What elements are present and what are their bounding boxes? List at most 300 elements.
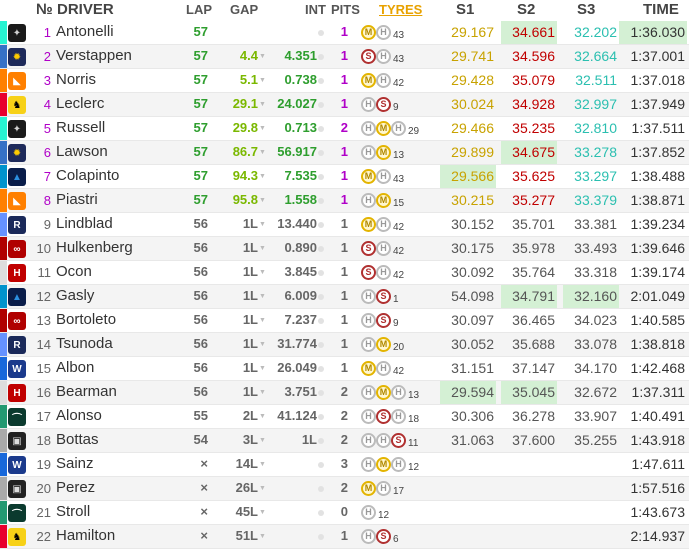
team-color-stripe: [0, 477, 7, 500]
table-row[interactable]: [0, 165, 689, 189]
header-pos[interactable]: №: [36, 1, 53, 18]
sector-3-time: 35.255: [574, 432, 617, 448]
sector-2-time: [501, 501, 557, 524]
tyre-compound-icon[interactable]: H: [361, 457, 376, 472]
table-row[interactable]: [0, 405, 689, 429]
tyre-compound-icon[interactable]: M: [376, 385, 391, 400]
tyre-compound-icon[interactable]: H: [361, 97, 376, 112]
pit-count: 1: [340, 264, 348, 279]
tyre-compound-icon[interactable]: H: [376, 169, 391, 184]
lap-time: 1:38.488: [630, 168, 685, 184]
sector-1-time: 30.175: [451, 240, 494, 256]
lap-time: 1:43.918: [630, 432, 685, 448]
sector-3-time: 32.202: [574, 24, 617, 40]
pit-count: 0: [340, 504, 348, 519]
gap-trend-icon: ▼: [259, 509, 266, 516]
lap-time: 1:37.018: [630, 72, 685, 88]
header-s1[interactable]: S1: [456, 1, 475, 18]
driver-name[interactable]: Verstappen: [56, 47, 132, 64]
redbull-logo-icon: ✹: [8, 144, 26, 162]
interval-value: 6.009: [284, 288, 317, 303]
driver-name[interactable]: Sainz: [56, 455, 94, 472]
sector-3-time: 32.160: [563, 285, 619, 308]
haas-logo-icon: H: [8, 384, 26, 402]
table-row[interactable]: [0, 309, 689, 333]
sector-3-time: 33.493: [574, 240, 617, 256]
table-row[interactable]: [0, 213, 689, 237]
pit-count: 3: [340, 456, 348, 471]
header-driver[interactable]: DRIVER: [57, 1, 114, 18]
header-lap[interactable]: LAP: [186, 2, 212, 17]
sector-3-time: [563, 477, 619, 500]
table-row[interactable]: [0, 45, 689, 69]
interval-dot-icon: [318, 486, 324, 492]
driver-name[interactable]: Bortoleto: [56, 311, 117, 328]
tyre-age: 12: [408, 462, 420, 473]
lap-count: 56: [193, 360, 208, 375]
tyre-compound-icon[interactable]: M: [376, 145, 391, 160]
pit-count: 1: [340, 216, 348, 231]
gap-value: 51L: [235, 528, 258, 543]
sector-1-time: 30.215: [451, 192, 494, 208]
gap-trend-icon: ▼: [259, 269, 266, 276]
lap-count: 57: [193, 168, 208, 183]
gap-trend-icon: ▼: [259, 77, 266, 84]
driver-name[interactable]: Leclerc: [56, 95, 105, 112]
interval-value: 7.237: [284, 312, 317, 327]
tyre-compound-icon[interactable]: M: [376, 337, 391, 352]
sector-3-time: 32.810: [574, 120, 617, 136]
driver-name[interactable]: Hulkenberg: [56, 239, 133, 256]
pit-count: 1: [340, 288, 348, 303]
lap-time: 1:38.818: [630, 336, 685, 352]
sector-3-time: 34.023: [574, 312, 617, 328]
lap-time: 1:37.511: [631, 120, 685, 136]
sector-2-time: 34.596: [512, 48, 555, 64]
driver-name[interactable]: Lawson: [56, 143, 108, 160]
tyre-compound-icon[interactable]: H: [391, 409, 406, 424]
tyre-compound-icon[interactable]: S: [376, 313, 391, 328]
williams-logo-icon: W: [8, 360, 26, 378]
tyre-age: 17: [393, 486, 405, 497]
driver-name[interactable]: Alonso: [56, 407, 102, 424]
sector-3-time: [563, 501, 619, 524]
tyre-compound-icon[interactable]: M: [361, 217, 376, 232]
gap-value: 1L: [242, 216, 258, 231]
tyre-compound-icon[interactable]: H: [391, 385, 406, 400]
tyre-compound-icon[interactable]: H: [376, 361, 391, 376]
position-number: 20: [36, 481, 51, 496]
tyre-compound-icon[interactable]: S: [391, 433, 406, 448]
ferrari-logo-icon: ♞: [8, 96, 26, 114]
interval-dot-icon: [318, 78, 324, 84]
sector-3-time: 33.907: [574, 408, 617, 424]
tyre-compound-icon[interactable]: H: [376, 241, 391, 256]
tyre-compound-icon[interactable]: M: [376, 193, 391, 208]
lap-time: 1:37.001: [630, 48, 685, 64]
driver-name[interactable]: Antonelli: [56, 23, 114, 40]
team-color-stripe: [0, 93, 7, 116]
driver-name[interactable]: Perez: [56, 479, 96, 496]
sector-1-time: [440, 453, 496, 476]
lap-count: 56: [193, 336, 208, 351]
tyre-compound-icon[interactable]: H: [376, 49, 391, 64]
tyre-compound-icon[interactable]: M: [361, 25, 376, 40]
table-row[interactable]: [0, 189, 689, 213]
header-int[interactable]: INT: [305, 2, 326, 17]
interval-value: 3.845: [284, 264, 317, 279]
sector-2-time: 35.978: [512, 240, 555, 256]
tyre-compound-icon[interactable]: S: [376, 529, 391, 544]
tyre-age: 1: [393, 294, 399, 305]
tyre-compound-icon[interactable]: H: [361, 409, 376, 424]
mclaren-logo-icon: ◣: [8, 192, 26, 210]
tyre-compound-icon[interactable]: M: [361, 169, 376, 184]
gap-trend-icon: ▼: [259, 485, 266, 492]
position-number: 2: [43, 49, 51, 64]
interval-dot-icon: [318, 438, 324, 444]
tyre-compound-icon[interactable]: S: [376, 289, 391, 304]
sector-2-time: 35.079: [512, 72, 555, 88]
lap-time: 1:47.611: [631, 456, 685, 472]
tyre-age: 43: [393, 30, 405, 41]
tyre-compound-icon[interactable]: M: [361, 481, 376, 496]
table-row[interactable]: [0, 501, 689, 525]
sector-1-time: 29.428: [451, 72, 494, 88]
sector-2-time: [501, 477, 557, 500]
tyre-age: 43: [393, 54, 405, 65]
pit-count: 1: [340, 360, 348, 375]
gap-value: 1L: [242, 240, 258, 255]
gap-value: 2L: [242, 408, 258, 423]
lap-count: 57: [193, 192, 208, 207]
tyre-compound-icon[interactable]: S: [361, 265, 376, 280]
lap-count: 57: [193, 48, 208, 63]
gap-trend-icon: ▼: [259, 125, 266, 132]
gap-trend-icon: ▼: [259, 341, 266, 348]
interval-dot-icon: [318, 534, 324, 540]
gap-value: 94.3: [232, 168, 258, 183]
driver-name[interactable]: Bottas: [56, 431, 99, 448]
gap-value: 86.7: [232, 144, 258, 159]
tyre-age: 18: [408, 414, 420, 425]
position-number: 15: [36, 361, 51, 376]
team-color-stripe: [0, 165, 7, 188]
tyre-compound-icon[interactable]: M: [361, 361, 376, 376]
position-number: 21: [36, 505, 51, 520]
interval-dot-icon: [318, 30, 324, 36]
table-row[interactable]: [0, 93, 689, 117]
tyre-compound-icon[interactable]: H: [361, 529, 376, 544]
driver-name[interactable]: Norris: [56, 71, 96, 88]
position-number: 1: [43, 25, 51, 40]
position-number: 9: [43, 217, 51, 232]
tyre-compound-icon[interactable]: H: [391, 457, 406, 472]
interval-dot-icon: [318, 270, 324, 276]
driver-name[interactable]: Gasly: [56, 287, 95, 304]
tyre-compound-icon[interactable]: S: [376, 409, 391, 424]
team-color-stripe: [0, 381, 7, 404]
header-s3[interactable]: S3: [577, 1, 596, 18]
tyre-compound-icon[interactable]: H: [391, 121, 406, 136]
lap-time: 1:39.234: [630, 216, 685, 232]
driver-name[interactable]: Piastri: [56, 191, 98, 208]
tyre-age: 11: [408, 438, 419, 449]
pit-count: 2: [340, 120, 348, 135]
header-gap[interactable]: GAP: [230, 2, 259, 17]
table-row[interactable]: [0, 381, 689, 405]
sector-2-time: 34.661: [501, 21, 557, 44]
sector-3-time: 33.379: [574, 192, 617, 208]
sector-1-time: 29.899: [451, 144, 494, 160]
tyre-compound-icon[interactable]: M: [376, 457, 391, 472]
sector-3-time: 33.318: [574, 264, 617, 280]
pit-count: 1: [340, 168, 348, 183]
pit-count: 1: [340, 528, 348, 543]
cadillac-logo-icon: ▣: [8, 432, 26, 450]
gap-trend-icon: ▼: [259, 53, 266, 60]
pit-count: 1: [340, 48, 348, 63]
tyre-age: 43: [393, 174, 405, 185]
tyre-age: 20: [393, 342, 405, 353]
driver-name[interactable]: Russell: [56, 119, 106, 136]
gap-trend-icon: ▼: [259, 197, 266, 204]
interval-dot-icon: [318, 198, 324, 204]
interval-dot-icon: [318, 390, 324, 396]
table-row[interactable]: [0, 333, 689, 357]
position-number: 19: [36, 457, 51, 472]
tyre-age: 42: [393, 78, 405, 89]
lap-time: 1:39.174: [630, 264, 685, 280]
table-row[interactable]: [0, 285, 689, 309]
driver-name[interactable]: Bearman: [56, 383, 117, 400]
tyre-compound-icon[interactable]: H: [361, 433, 376, 448]
lap-time: 1:37.311: [631, 384, 685, 400]
tyre-compound-icon[interactable]: M: [376, 121, 391, 136]
lap-count: ×: [200, 528, 208, 543]
tyre-compound-icon[interactable]: H: [361, 193, 376, 208]
tyre-compound-icon[interactable]: H: [361, 289, 376, 304]
tyre-compound-icon[interactable]: H: [361, 313, 376, 328]
position-number: 5: [43, 121, 51, 136]
tyre-compound-icon[interactable]: H: [376, 217, 391, 232]
sector-1-time: 29.741: [451, 48, 494, 64]
lap-count: 57: [193, 120, 208, 135]
williams-logo-icon: W: [8, 456, 26, 474]
gap-value: 4.4: [239, 48, 258, 63]
lap-count: 57: [193, 144, 208, 159]
lap-count: 54: [193, 432, 208, 447]
gap-trend-icon: ▼: [259, 101, 266, 108]
interval-dot-icon: [318, 366, 324, 372]
audi-logo-icon: ∞: [8, 312, 26, 330]
tyre-age: 15: [393, 198, 405, 209]
team-color-stripe: [0, 525, 7, 548]
haas-logo-icon: H: [8, 264, 26, 282]
table-row[interactable]: [0, 261, 689, 285]
sector-1-time: 30.097: [451, 312, 494, 328]
interval-dot-icon: [318, 126, 324, 132]
gap-trend-icon: ▼: [259, 437, 266, 444]
table-row[interactable]: [0, 69, 689, 93]
tyre-compound-icon[interactable]: H: [361, 145, 376, 160]
racingbulls-logo-icon: R: [8, 336, 26, 354]
pit-count: 2: [340, 408, 348, 423]
position-number: 8: [43, 193, 51, 208]
cadillac-logo-icon: ▣: [8, 480, 26, 498]
table-row[interactable]: [0, 21, 689, 45]
sector-2-time: [501, 453, 557, 476]
tyre-compound-icon[interactable]: H: [376, 265, 391, 280]
tyre-age: 42: [393, 222, 405, 233]
interval-value: 1L: [301, 432, 317, 447]
interval-dot-icon: [318, 510, 324, 516]
gap-trend-icon: ▼: [259, 173, 266, 180]
tyre-age: 29: [408, 126, 420, 137]
table-row[interactable]: [0, 357, 689, 381]
pit-count: 1: [340, 192, 348, 207]
interval-value: 4.351: [284, 48, 317, 63]
lap-time: 1:42.468: [630, 360, 685, 376]
sector-1-time: 29.466: [451, 120, 494, 136]
gap-trend-icon: ▼: [259, 413, 266, 420]
table-row[interactable]: [0, 453, 689, 477]
table-row[interactable]: [0, 237, 689, 261]
table-row[interactable]: [0, 141, 689, 165]
redbull-logo-icon: ✹: [8, 48, 26, 66]
lap-count: 56: [193, 288, 208, 303]
gap-trend-icon: ▼: [259, 533, 266, 540]
lap-time: 1:38.871: [630, 192, 685, 208]
driver-name[interactable]: Hamilton: [56, 527, 116, 544]
astonmartin-logo-icon: ⌒: [8, 408, 26, 426]
tyre-age: 42: [393, 270, 405, 281]
sector-3-time: 32.997: [574, 96, 617, 112]
lap-count: 55: [193, 408, 208, 423]
driver-name[interactable]: Ocon: [56, 263, 92, 280]
team-color-stripe: [0, 501, 7, 524]
sector-3-time: 33.278: [574, 144, 617, 160]
header-s2[interactable]: S2: [517, 1, 536, 18]
sector-1-time: 29.566: [440, 165, 496, 188]
header-pits[interactable]: PITS: [331, 2, 360, 17]
tyre-compound-icon[interactable]: H: [361, 121, 376, 136]
tyre-compound-icon[interactable]: H: [376, 73, 391, 88]
table-row[interactable]: [0, 117, 689, 141]
interval-value: 24.027: [277, 96, 317, 111]
tyre-compound-icon[interactable]: H: [376, 481, 391, 496]
sector-3-time: [563, 525, 619, 548]
pit-count: 2: [340, 480, 348, 495]
header-time[interactable]: TIME: [643, 1, 679, 18]
tyre-compound-icon[interactable]: M: [361, 73, 376, 88]
team-color-stripe: [0, 213, 7, 236]
position-number: 12: [36, 289, 51, 304]
lap-count: 57: [193, 72, 208, 87]
position-number: 11: [37, 265, 51, 280]
tyre-compound-icon[interactable]: H: [376, 433, 391, 448]
gap-value: 3L: [242, 432, 258, 447]
interval-value: 56.917: [277, 144, 317, 159]
driver-name[interactable]: Lindblad: [56, 215, 113, 232]
tyre-compound-icon[interactable]: S: [361, 241, 376, 256]
interval-dot-icon: [318, 54, 324, 60]
position-number: 16: [36, 385, 51, 400]
interval-value: 41.124: [277, 408, 317, 423]
tyre-age: 42: [393, 246, 405, 257]
tyre-compound-icon[interactable]: H: [361, 505, 376, 520]
lap-time: 1:36.030: [619, 21, 687, 44]
sector-1-time: 54.098: [451, 288, 494, 304]
gap-value: 26L: [235, 480, 258, 495]
sector-1-time: 31.063: [451, 432, 494, 448]
pit-count: 1: [340, 312, 348, 327]
lap-count: 56: [193, 240, 208, 255]
team-color-stripe: [0, 117, 7, 140]
interval-dot-icon: [318, 414, 324, 420]
driver-name[interactable]: Colapinto: [56, 167, 120, 184]
interval-dot-icon: [318, 246, 324, 252]
interval-value: 0.890: [284, 240, 317, 255]
sector-1-time: 30.052: [451, 336, 494, 352]
sector-1-time: 29.594: [440, 381, 496, 404]
tyre-age: 9: [393, 318, 399, 329]
team-color-stripe: [0, 237, 7, 260]
position-number: 6: [43, 145, 51, 160]
lap-count: 56: [193, 384, 208, 399]
gap-trend-icon: ▼: [259, 461, 266, 468]
sector-2-time: 34.791: [501, 285, 557, 308]
sector-1-time: [440, 477, 496, 500]
gap-value: 1L: [242, 384, 258, 399]
driver-name[interactable]: Stroll: [56, 503, 91, 520]
sector-2-time: 35.235: [512, 120, 555, 136]
sector-3-time: 33.297: [574, 168, 617, 184]
lap-time: 2:01.049: [630, 288, 685, 304]
tyre-compound-icon[interactable]: S: [376, 97, 391, 112]
interval-dot-icon: [318, 174, 324, 180]
position-number: 4: [43, 97, 51, 112]
tyre-compound-icon[interactable]: H: [361, 385, 376, 400]
driver-name[interactable]: Albon: [56, 359, 95, 376]
sector-1-time: 30.152: [451, 216, 494, 232]
lap-count: 56: [193, 312, 208, 327]
lap-count: ×: [200, 480, 208, 495]
table-row[interactable]: [0, 429, 689, 453]
interval-value: 0.713: [284, 120, 317, 135]
pit-count: 1: [340, 144, 348, 159]
gap-trend-icon: ▼: [259, 149, 266, 156]
position-number: 13: [36, 313, 51, 328]
lap-time: 1:37.949: [630, 96, 685, 112]
tyre-age: 12: [378, 510, 390, 521]
header-tyres[interactable]: TYRES: [379, 2, 423, 17]
tyre-compound-icon[interactable]: H: [376, 25, 391, 40]
table-row[interactable]: [0, 477, 689, 501]
team-color-stripe: [0, 285, 7, 308]
sector-2-time: 37.147: [512, 360, 555, 376]
lap-time: 2:14.937: [630, 528, 685, 544]
lap-count: ×: [200, 504, 208, 519]
tyre-compound-icon[interactable]: H: [361, 337, 376, 352]
gap-value: 29.8: [232, 120, 258, 135]
table-row[interactable]: [0, 525, 689, 549]
driver-name[interactable]: Tsunoda: [56, 335, 113, 352]
tyre-compound-icon[interactable]: S: [361, 49, 376, 64]
team-color-stripe: [0, 261, 7, 284]
alpine-logo-icon: ▲: [8, 168, 26, 186]
position-number: 18: [36, 433, 51, 448]
